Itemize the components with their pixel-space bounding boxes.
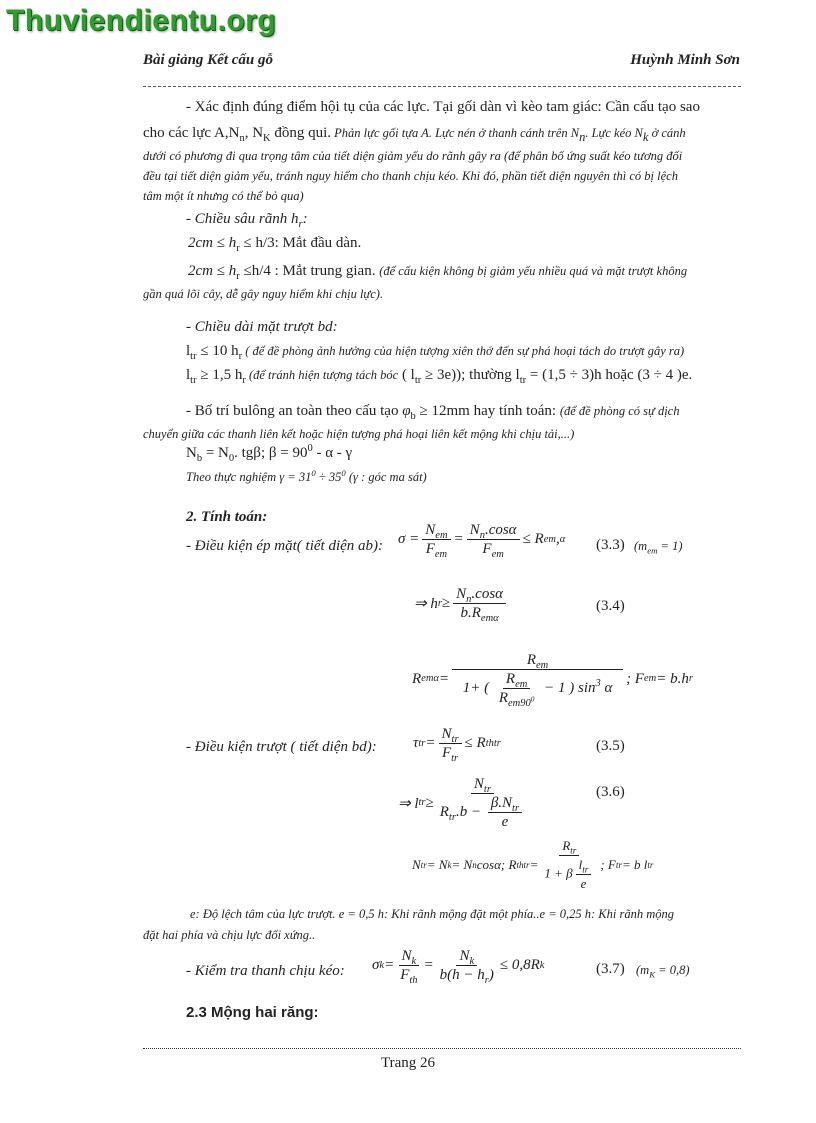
bolt-lead: - Bố trí bulông an toàn theo cấu tạo $\varphi_b \ge 12mm$ hay tính toán: (để đề phòng có sự dịch (186, 403, 680, 422)
site-logo: Thuviendientu.org (6, 4, 277, 37)
depth-cond-1: $2cm \le h_r \le h/3$: Mắt đầu dàn. (188, 235, 362, 254)
slide-title: - Chiều dài mặt trượt bd: (186, 319, 338, 335)
coef-mk-text: (m (636, 963, 650, 977)
text-tension: . Lực kéo N (585, 126, 643, 140)
eq-3-6-number: (3.6) (596, 784, 625, 800)
calc-cond-shear: - Điều kiện trượt ( tiết diện bd): (186, 739, 377, 755)
eccentricity-note2: đặt hai phía và chịu lực đối xứng.. (143, 928, 316, 942)
bolt-formula: $N_b = N_0$. tgβ; $\beta = 90^0 - \alpha - \gamma$ (186, 443, 353, 464)
para-convergence-line4: đều tại tiết diện giảm yếu, tránh nguy hiểm cho thanh chịu kéo. Khi đó, phần tiết diện nguyên thì có bị lệch (143, 169, 678, 183)
coef-m-value: = 1) (657, 539, 683, 553)
header-author: Huỳnh Minh Sơn (630, 52, 740, 68)
eq-3-4: ⇒ h r ≥ $\frac{N_n.\cos\alpha}{b.R_{em\alpha}}$ (414, 586, 509, 621)
text-chord: ở cánh (648, 126, 686, 140)
header-divider (143, 86, 741, 87)
bolt-lead-text2: ≥ 12mm hay tính toán: (419, 403, 557, 419)
eq-3-3-number: (3.3) (596, 537, 625, 553)
eq-3-5-number: (3.5) (596, 738, 625, 754)
text-reaction: Phản lực gối tựa A. Lực nén ở thanh cánh trên N (331, 126, 580, 140)
bolt-experiment: Theo thực nghiệm $\gamma = 31^0 \div 35^0$ (γ : góc ma sát) (186, 467, 427, 484)
depth-cond-2: $2cm \le h_r \le h/4$ : Mắt trung gian. (để cấu kiện không bị giảm yếu nhiều quá và mặt trượt không (188, 263, 688, 282)
text-concurrent: đồng qui. (270, 125, 332, 141)
coef-m-text: (m (634, 539, 648, 553)
depth-title: - Chiều sâu rãnh $h_r$: (186, 211, 308, 230)
bolt-formula-text: . tgβ; β = 90 (234, 445, 308, 461)
depth-cond-2-text: h/4 : Mắt trung gian. (251, 263, 376, 279)
bolt-lead-text: - Bố trí bulông an toàn theo cấu tạo (186, 403, 399, 419)
eq-3-7-number: (3.7) (596, 961, 625, 977)
bolt-exp-text: Theo thực nghiệm γ = 31 (186, 470, 312, 484)
para-convergence-line5: tâm một ít nhưng có thể bỏ qua) (143, 189, 304, 203)
slide-cond-1: $l_{tr} \le 10$ $h_r$ ( để đề phòng ảnh hưởng của hiện tượng xiên thớ đến sự phá hoại tách do trượt gây ra) (186, 343, 685, 362)
bolt-note: (để đề phòng có sự dịch (559, 404, 680, 418)
eq-3-3-coef: $(m_{em} = 1)$ (634, 539, 683, 556)
eq-3-7: σ k = $\frac{N_k}{F_{th}}$ = $\frac{N_k}{b(h - h_r)}$ ≤ 0,8R k (372, 948, 545, 986)
slide-cond-2-text: ≥ 1,5 h (196, 367, 243, 383)
slide-cond-2-d: = (1,5 ÷ 3)h hoặc (3 ÷ 4 )e. (526, 367, 693, 383)
eq-3-7-coef: $(m_K = 0,8)$ (636, 963, 690, 980)
text-sep: , N (244, 125, 264, 141)
bolt-formula-text2: - α - γ (312, 445, 353, 461)
calc-title: 2. Tính toán: (186, 509, 268, 525)
depth-cond-2-note: (để cấu kiện không bị giảm yếu nhiều quá và mặt trượt không (379, 264, 688, 278)
section-heading: 2.3 Mộng hai răng: (186, 1004, 319, 1021)
bolt-exp-text3: (γ : góc ma sát) (345, 470, 427, 484)
coef-mk-value: = 0,8) (655, 963, 690, 977)
depth-title-text: - Chiều sâu rãnh h (186, 211, 299, 227)
depth-cond-2-note2: gần quá lõi cây, dễ gây nguy hiểm khi chịu lực). (143, 287, 384, 301)
para-convergence-line2: cho các lực $A,N_n$, $N_K$ đồng qui. Phản lực gối tựa A. Lực nén ở thanh cánh trên $N_n$. Lực kéo $N_k$ ở cánh (143, 125, 686, 144)
eq-r-em-alpha: R emα = $R_{em}$ 1+ ( $\frac{R_{em}}{R_{em90^0}}$ − 1 ) $\sin^3 \alpha$ ; F em = b.h r (412, 652, 693, 709)
depth-cond-1-text: h/3: Mắt đầu dàn. (251, 235, 362, 251)
calc-cond-bearing: - Điều kiện ép mặt( tiết diện ab): (186, 538, 384, 554)
page-number: Trang 26 (380, 1055, 436, 1071)
slide-cond-2-note: (để tránh hiện tượng tách bóc (245, 368, 399, 382)
calc-check-tension: - Kiểm tra thanh chịu kéo: (186, 963, 345, 979)
bolt-note2: chuyển giữa các thanh liên kết hoặc hiện tượng phá hoại liên kết mộng khi chịu tải,...) (143, 427, 575, 441)
eccentricity-note: e: Độ lệch tâm của lực trượt. e = 0,5 h: Khi rãnh mộng đặt một phía..e = 0,25 h: Khi rãnh mộng (190, 907, 675, 921)
eq-3-3: σ = $\frac{N_{em}}{F_{em}}$ = $\frac{N_n.\cos\alpha}{F_{em}}$ ≤ R em , α (398, 522, 566, 560)
slide-cond-2-c: ≥ 3e)); thường l (425, 367, 520, 383)
slide-cond-2: $l_{tr} \ge 1,5$ $h_r$ (để tránh hiện tượng tách bóc ( $l_{tr} \ge 3e$)); thường $l_{tr} = (1,5 \div 3)h$ hoặc (3 ÷ 4 )e. (186, 367, 693, 386)
bolt-exp-text2: ÷ 35 (315, 470, 342, 484)
footer-divider (143, 1048, 741, 1049)
para-convergence-line3: dưới có phương đi qua trọng tâm của tiết diện giảm yếu do rãnh gây ra (để phân bố ứng suất kéo tương đối (143, 149, 683, 163)
eq-3-6: ⇒ l tr ≥ $N_{tr}$ $R_{tr}.b$ − $\frac{\beta.N_{tr}}{e}$ (398, 776, 531, 830)
header-course-title: Bài giảng Kết cấu gỗ (143, 52, 274, 68)
slide-cond-1-text: ≤ 10 h (196, 343, 239, 359)
eq-shear-strength: N tr = N k = N n cosα; R th tr = $R_{tr}$ 1 + β $\frac{l_{tr}}{e}$ ; F tr = b l tr (412, 838, 654, 891)
slide-cond-1-note: ( để đề phòng ảnh hưởng của hiện tượng xiên thớ đến sự phá hoại tách do trượt gây ra) (242, 344, 685, 358)
eq-3-5: τ tr = $\frac{N_{tr}}{F_{tr}}$ ≤ R th tr (413, 726, 501, 764)
eq-3-4-number: (3.4) (596, 598, 625, 614)
text-forces: cho các lực A,N (143, 125, 240, 141)
para-convergence-lead: - Xác định đúng điểm hội tụ của các lực. Tại gối dàn vì kèo tam giác: Cần cấu tạo sao (186, 99, 700, 115)
